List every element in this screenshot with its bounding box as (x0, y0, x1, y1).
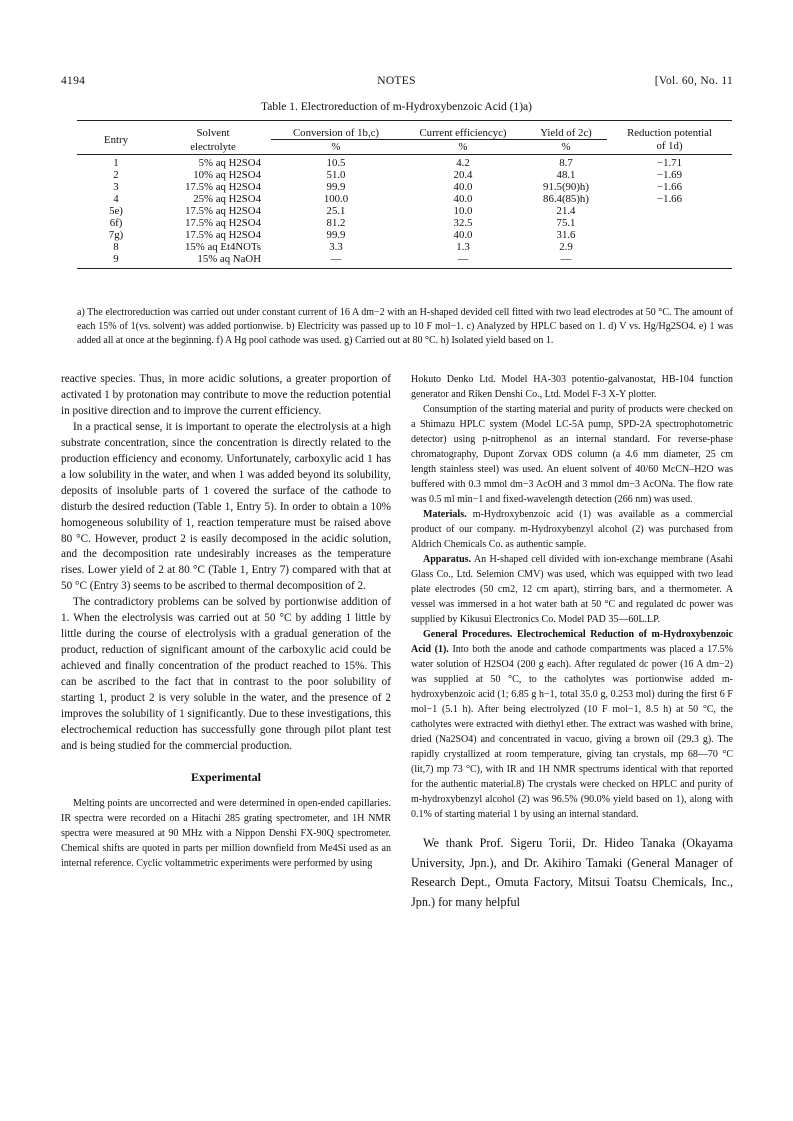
cell-solvent: 10% aq H2SO4 (193, 168, 261, 181)
unit-conversion: % (331, 140, 341, 153)
cell-potential (607, 217, 732, 229)
acknowledgement: We thank Prof. Sigeru Torii, Dr. Hideo Tanaka (Okayama University, Jpn.), and Dr. Akihiro Tamaki (General Manager of Research Dept., Omuta Factory, Mitsui Toatsu Chemicals, Inc., Jpn.) for many helpful (411, 836, 733, 909)
table-row (77, 169, 732, 181)
paragraph: The contradictory problems can be solved by portionwise addition of 1. When the electrolysis was carried out at 50 °C by adding 1 little by little during the course of electrolysis with a gradual generation of the product, reduction of significant amount of the carboxylic acid could be achieved and finally concentration of the product reached to 15%. This can be ascribed to the fact that in contrast to the poor solubility of starting 1, product 2 is very soluble in the water, and the presence of 2 improves the solubility of 1 significantly. Due to these investigations, this electrochemical reduction has successfully gone through pilot plant test and is being studied for the commercial production. (61, 596, 391, 752)
cell-yield: 31.6 (556, 229, 576, 242)
cell-solvent: 15% aq NaOH (197, 253, 261, 266)
cell-solvent: 17.5% aq H2SO4 (185, 229, 261, 242)
results-table (77, 120, 732, 269)
left-column (61, 372, 391, 871)
cell-entry: 9 (113, 253, 119, 266)
cell-efficiency: 40.0 (453, 229, 473, 242)
table-row (77, 205, 732, 217)
cell-entry: 3 (113, 180, 119, 193)
cell-potential (607, 253, 732, 269)
cell-solvent: 25% aq H2SO4 (193, 192, 261, 205)
materials-heading: Materials. (423, 509, 467, 520)
cell-yield: 8.7 (559, 156, 573, 169)
paragraph: Hokuto Denko Ltd. Model HA-303 potentio-galvanostat, HB-104 function generator and Riken Denshi Co., Ltd. Model F-3 X-Y plotter. (411, 374, 733, 400)
cell-solvent: 17.5% aq H2SO4 (185, 204, 261, 217)
cell-yield: 48.1 (556, 168, 576, 181)
apparatus-paragraph (411, 552, 733, 627)
cell-solvent: 15% aq Et4NOTs (184, 241, 261, 254)
general-procedures-text: Into both the anode and cathode compartments was placed a 17.5% water solution of H2SO4 (200 g each). After regulated dc power (16 A dm−2) was supplied at 50 °C, to the catholytes was portionwise added m-hydroxybenzoic acid (1; 6.85 g h−1, total 35.0 g, 0.253 mol) during the first 6 F mol−1 (5.1 h). After being electrolyzed (10 F mol−1, 8.5 h) at 50 °C, the catholytes were extracted with diethyl ether. The extract was washed with brine, dried (Na2SO4) and concentrated in vacuo, giving a brown oil (29.3 g). The rapidly crystallized at room temperature, giving tan crystals, mp 68—70 °C (lit,7) mp 73 °C), with IR and 1H NMR spectrums identical with that reported for the authentic material.8) The crystals were checked on HPLC and purity of m-hydroxybenzyl alcohol (2) was 96.5% (90.0% yield based on 1), along with 0.1% of starting material 1 by using an internal standard. (411, 644, 734, 820)
apparatus-text: An H-shaped cell divided with ion-exchange membrane (Asahi Glass Co., Ltd. Selemion CMV) was used, which was equipped with two lead plate electrodes (50 cm2, 12 cm apart), stirring bars, and a thermometer. A vessel was immersed in a hot water bath at 50 °C and regulated dc power was supplied by Kikusui Electronics Co. Model PAD 35—60L.LP. (411, 554, 733, 625)
cell-conversion: 99.9 (326, 229, 346, 242)
cell-conversion: 81.2 (326, 217, 346, 230)
volume-info: [Vol. 60, No. 11 (654, 75, 733, 87)
cell-conversion: 25.1 (326, 204, 346, 217)
cell-entry: 7g) (108, 229, 124, 242)
cell-potential (607, 205, 732, 217)
table-row (77, 181, 732, 193)
table-row (77, 241, 732, 253)
cell-conversion: 99.9 (326, 180, 346, 193)
table-row (77, 253, 732, 269)
col-electrolyte: electrolyte (190, 140, 236, 153)
cell-potential (607, 229, 732, 241)
cell-entry: 2 (113, 168, 119, 181)
cell-efficiency: 40.0 (453, 180, 473, 193)
cell-conversion: 10.5 (326, 156, 346, 169)
cell-potential (607, 241, 732, 253)
materials-paragraph (411, 507, 733, 552)
unit-efficiency: % (458, 140, 468, 153)
cell-yield: 75.1 (556, 217, 576, 230)
cell-conversion: 3.3 (329, 241, 343, 254)
paragraph: reactive species. Thus, in more acidic solutions, a greater proportion of activated 1 by protonation may contribute to move the reduction potential in positive direction and to improve the current efficiency. (61, 373, 391, 417)
apparatus-heading: Apparatus. (423, 554, 472, 565)
cell-entry: 8 (113, 241, 119, 254)
right-column (411, 372, 733, 912)
cell-conversion: — (330, 253, 342, 266)
cell-solvent: 17.5% aq H2SO4 (185, 180, 261, 193)
cell-entry: 6f) (109, 217, 123, 230)
general-procedures-heading: General Procedures. Electrochemical Reduction of m-Hydroxybenzoic Acid (1). (411, 629, 733, 655)
col-solvent: Solvent (196, 127, 230, 140)
cell-entry: 4 (113, 192, 119, 205)
table-row (77, 154, 732, 169)
cell-solvent: 5% aq H2SO4 (198, 156, 261, 169)
paragraph: Consumption of the starting material and purity of products were checked on a Shimazu HPLC system (Model LC-5A pump, SPD-2A spectrophotometric detector) using p-nitrophenol as an internal standard. For reverse-phase chromatography, Dupont Zorvax ODS column (a 4.6 mm diameter, 25 cm length stainless steel) was used. An eluent solvent of 40/60 McCN–H2O was buffered with 0.3 mmol dm−3 AcOH and 3 mmol dm−3 AcONa. The flow rate was 0.5 ml min−1 and fixed-wavelength detection (266 nm) was used. (411, 404, 733, 505)
general-procedures-paragraph (411, 627, 733, 822)
cell-efficiency: 20.4 (453, 168, 473, 181)
cell-yield: 21.4 (556, 204, 576, 217)
col-conversion: Conversion of 1b,c) (271, 121, 401, 140)
cell-efficiency: 40.0 (453, 192, 473, 205)
unit-yield: % (561, 140, 571, 153)
cell-conversion: 100.0 (323, 192, 349, 205)
cell-conversion: 51.0 (326, 168, 346, 181)
cell-potential: −1.66 (657, 192, 682, 205)
col-yield: Yield of 2c) (525, 121, 607, 140)
table-footnotes: a) The electroreduction was carried out under constant current of 16 A dm−2 with an H-shaped devided cell fitted with two lead electrodes at 50 °C. The amount of each 15% of 1(vs. solvent) was added portionwise. b) Electricity was passed up to 10 F mol−1. c) Analyzed by HPLC based on 1. d) V vs. Hg/Hg2SO4. e) 1 was added all at once at the beginning. f) A Hg pool cathode was used. g) Carried out at 80 °C. h) Isolated yield based on 1. (77, 307, 733, 347)
cell-potential: −1.66 (657, 180, 682, 193)
running-section-title: NOTES (377, 75, 416, 87)
cell-yield: 91.5(90)h) (543, 180, 589, 193)
paragraph: In a practical sense, it is important to operate the electrolysis at a high substrate concentration, since the concentration is directly related to the production efficiency and economy. Unfortunately, carboxylic acid 1 has a low solubility in the water, and when 1 was added beyond its solubility, deposits of insoluble parts of 1 covered the surface of the cathode to disturb the desired reduction (Table 1, Entry 5). In order to obtain a 10% homogeneous solubility of 1, reaction temperature must be raised above 80 °C. However, product 2 is easily decomposed in the acidic solution, and the decomposition rate undesirably increases as the temperature rises. Lower yield of 2 at 80 °C (Table 1, Entry 7) compared with that at 50 °C (Entry 3) seems to be ascribed to thermal decomposition of 2. (61, 420, 391, 593)
cell-potential: −1.69 (657, 168, 682, 181)
col-reduction-potential: Reduction potential (627, 127, 712, 140)
cell-efficiency: 4.2 (456, 156, 470, 169)
table-row (77, 217, 732, 229)
table-row (77, 193, 732, 205)
col-entry: Entry (104, 134, 128, 147)
cell-yield: 86.4(85)h) (543, 192, 589, 205)
section-heading: Experimental (191, 769, 261, 784)
paragraph: Melting points are uncorrected and were determined in open-ended capillaries. IR spectra were recorded on a Hitachi 285 grating spectrometer, and 1H NMR spectra were measured at 90 MHz with a Nippon Denshi FX-90Q spectrometer. Chemical shifts are quoted in parts per million downfield from Me4Si used as an internal reference. Cyclic voltammetric experiments were performed by using (61, 797, 391, 869)
cell-efficiency: 32.5 (453, 217, 473, 230)
cell-efficiency: — (457, 253, 469, 266)
materials-text: m-Hydroxybenzoic acid (1) was available as a commercial product of our company. m-Hydroxybenzyl alcohol (2) was purchased from Aldrich Chemicals Co. as authentic sample. (411, 509, 733, 550)
cell-entry: 1 (113, 156, 119, 169)
cell-efficiency: 10.0 (453, 204, 473, 217)
cell-efficiency: 1.3 (456, 241, 470, 254)
table-row (77, 229, 732, 241)
cell-potential: −1.71 (657, 156, 682, 169)
col-current-efficiency: Current efficiencyc) (401, 121, 525, 140)
table-caption: Table 1. Electroreduction of m-Hydroxybenzoic Acid (1)a) (261, 101, 532, 113)
cell-yield: 2.9 (559, 241, 573, 254)
cell-yield: — (560, 253, 572, 266)
cell-solvent: 17.5% aq H2SO4 (185, 217, 261, 230)
cell-entry: 5e) (109, 204, 123, 217)
col-reduction-potential-sub: of 1d) (656, 139, 683, 152)
page-number: 4194 (61, 75, 86, 87)
